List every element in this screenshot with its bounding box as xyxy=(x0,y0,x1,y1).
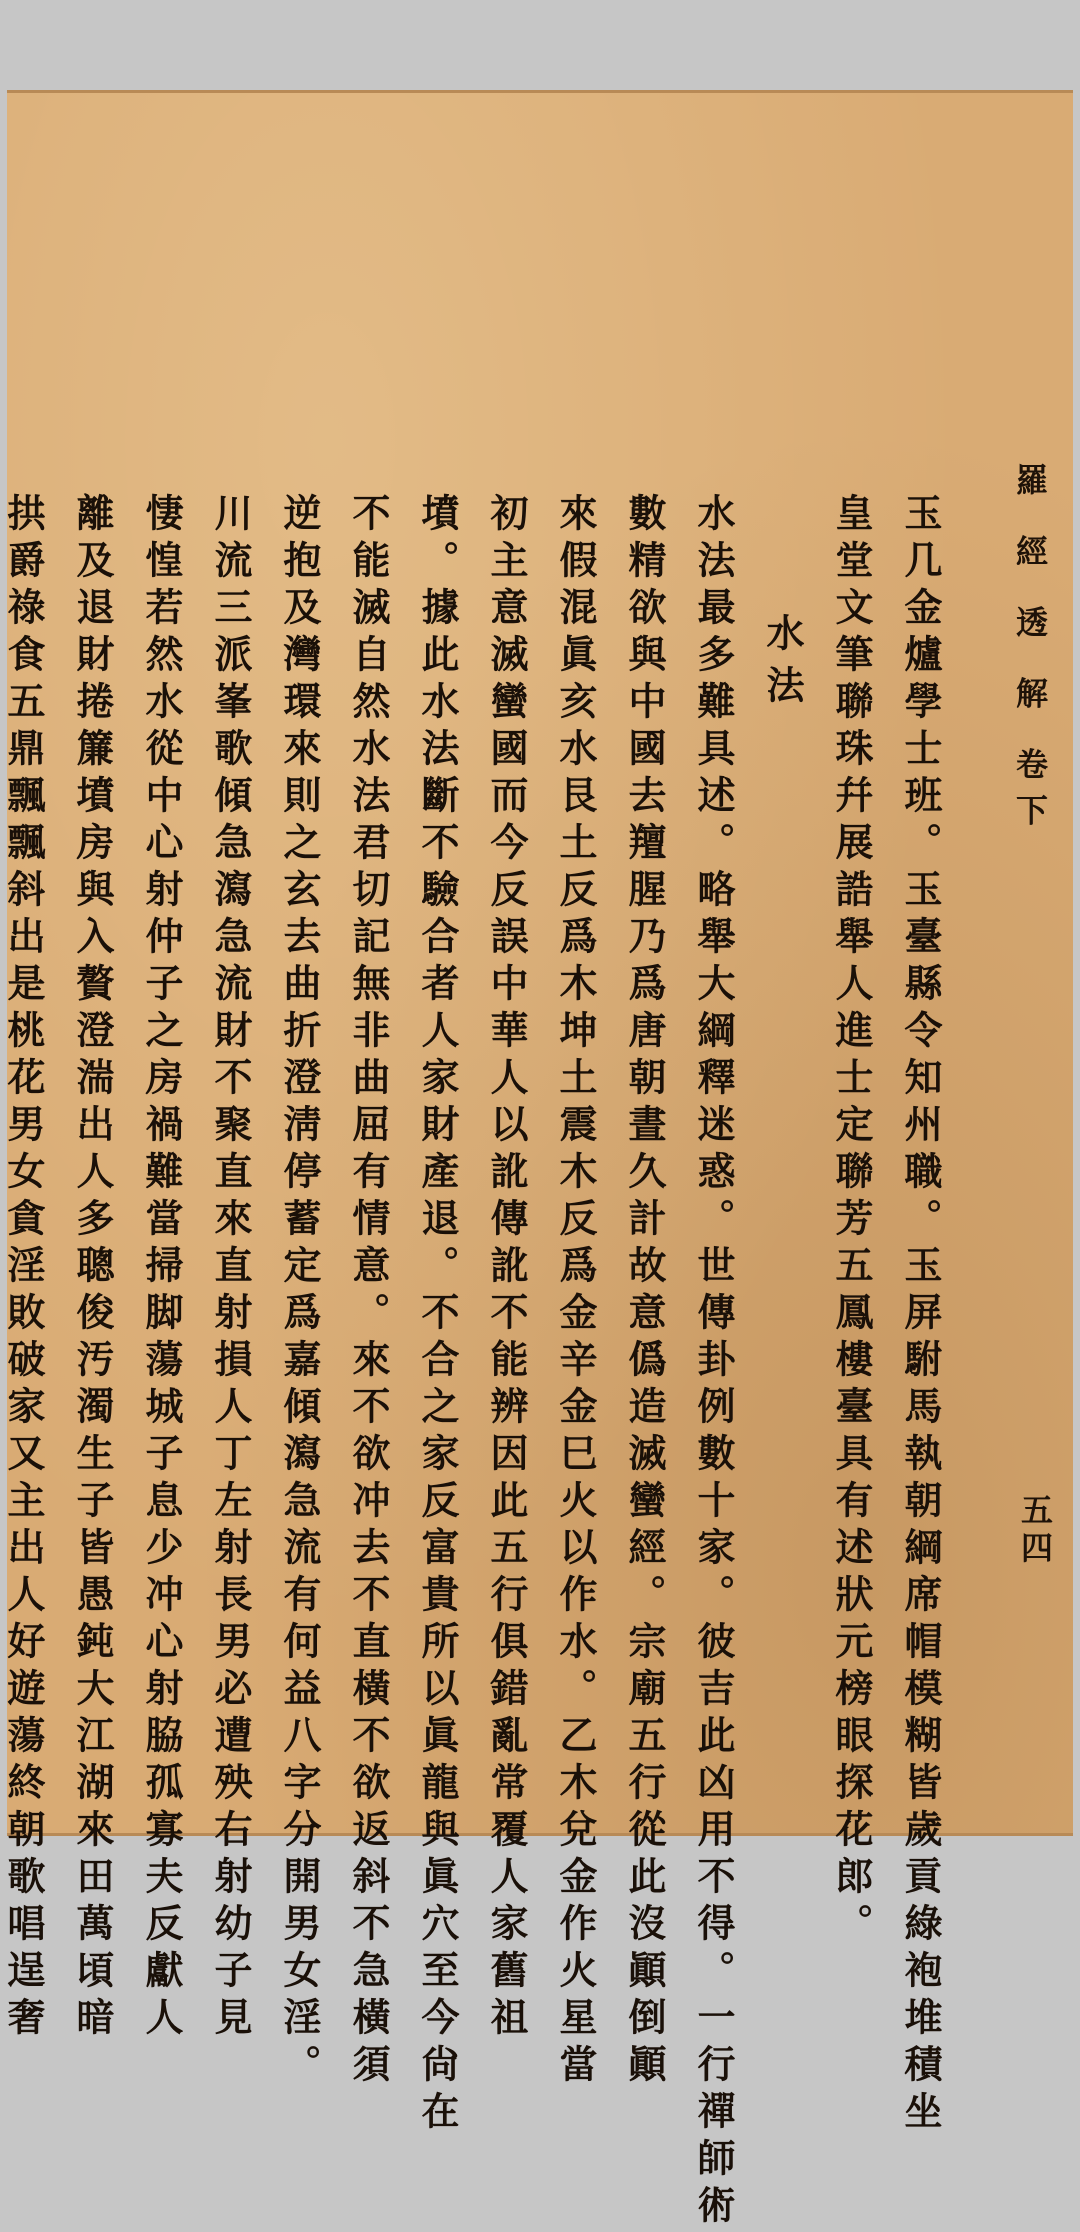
text-column: 皇堂文筆聯珠幷展誥舉人進士定聯芳五鳳樓臺具有述狀元榜眼探花郎。 xyxy=(829,493,874,1950)
text-column: 來假混眞亥水艮土反爲木坤土震木反爲金辛金巳火以作水。乙木兌金作火星當 xyxy=(553,493,598,2091)
text-column: 墳。據此水法斷不驗合者人家財產退。不合之家反富貴所以眞龍與眞穴至今尙在 xyxy=(415,493,460,2138)
book-page xyxy=(1,90,1073,2232)
text-column: 川流三派峯歌傾急瀉急流財不聚直來直射損人丁左射長男必遭殃右射幼子見 xyxy=(208,493,253,2044)
text-column: 數精欲與中國去羶腥乃爲唐朝晝久計故意僞造滅蠻經。宗廟五行從此沒顚倒顚 xyxy=(622,493,667,2091)
text-column: 拱爵祿食五鼎飄飄斜出是桃花男女貪淫敗破家又主出人好遊蕩終朝歌唱逞奢 xyxy=(1,493,46,2044)
text-column: 初主意滅蠻國而今反誤中華人以訛傳訛不能辨因此五行俱錯亂常覆人家舊祖 xyxy=(484,493,529,2044)
text-column: 逆抱及灣環來則之玄去曲折澄淸停蓄定爲嘉傾瀉急流有何益八字分開男女淫。 xyxy=(277,493,322,2091)
text-column: 悽惶若然水從中心射仲子之房禍難當掃脚蕩城子息少冲心射脇孤寡夫反獻人 xyxy=(139,493,184,2044)
text-column: 水法最多難具述。略舉大綱釋迷惑。世傳卦例數十家。彼吉此凶用不得。一行禪師術 xyxy=(691,493,736,2232)
vertical-text-body xyxy=(1,493,1073,2232)
section-heading: 水法 xyxy=(760,613,805,717)
text-column: 不能滅自然水法君切記無非曲屈有情意。來不欲冲去不直橫不欲返斜不急橫須 xyxy=(346,493,391,2091)
page-number: 五四 xyxy=(1016,1493,1054,1569)
text-column: 玉几金爐學士班。玉臺縣令知州職。玉屏駙馬執朝綱席帽模糊皆歲貢綠袍堆積坐 xyxy=(898,493,943,2138)
running-title: 羅 經 透 解 卷下 xyxy=(1011,463,1049,840)
text-column: 離及退財捲簾墳房與入贅澄湍出人多聰俊汚濁生子皆愚鈍大江湖來田萬頃暗 xyxy=(70,493,115,2044)
